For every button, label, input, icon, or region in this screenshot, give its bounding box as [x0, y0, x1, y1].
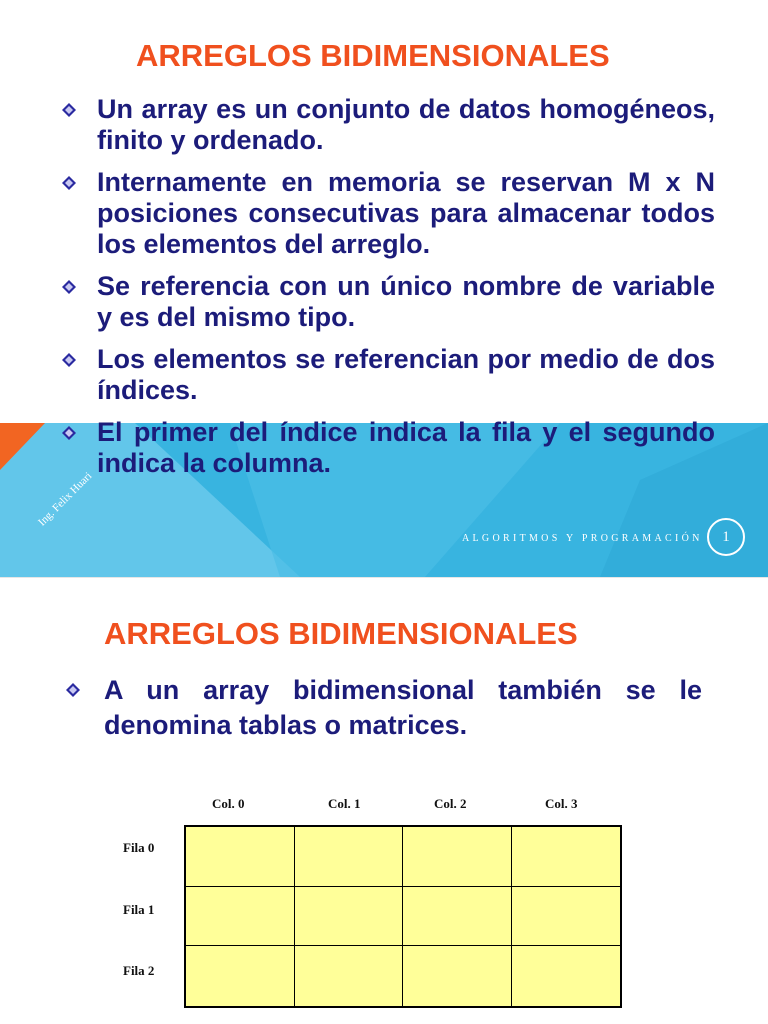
- bullet-list: [104, 673, 702, 754]
- bullet-text: Se referencia con un único nombre de variable y es del mismo tipo.: [97, 271, 715, 332]
- bullet-item: [97, 344, 715, 406]
- matrix-cell: [186, 887, 295, 947]
- matrix-cell: [295, 887, 404, 947]
- slide-2: [0, 577, 768, 1024]
- bullet-text: El primer del índice indica la fila y el segundo indica la columna.: [97, 417, 715, 478]
- matrix-cell: [295, 946, 404, 1006]
- diamond-bullet-icon: [62, 426, 76, 440]
- diamond-bullet-icon: [66, 683, 80, 697]
- slide-title: ARREGLOS BIDIMENSIONALES: [104, 616, 578, 651]
- bullet-item: [97, 167, 715, 260]
- footer-course-title: ALGORITMOS Y PROGRAMACIÓN: [462, 533, 703, 544]
- matrix-cell: [186, 946, 295, 1006]
- column-header: Col. 1: [328, 796, 361, 811]
- slide-title: ARREGLOS BIDIMENSIONALES: [136, 38, 610, 73]
- matrix-cell: [403, 946, 512, 1006]
- matrix-cell: [512, 946, 621, 1006]
- bullet-item: [97, 94, 715, 156]
- bullet-item: [97, 271, 715, 333]
- bullet-list: [97, 94, 715, 490]
- bullet-text: Internamente en memoria se reservan M x N posiciones consecutivas para almacenar todos los elementos del arreglo.: [97, 167, 715, 259]
- matrix-cell: [186, 827, 295, 887]
- row-header: Fila 0: [123, 840, 155, 855]
- row-header: Fila 2: [123, 963, 155, 978]
- matrix-cell: [295, 827, 404, 887]
- bullet-item: [104, 673, 702, 743]
- matrix-cell: [512, 887, 621, 947]
- bullet-text: A un array bidimensional también se le denomina tablas o matrices.: [104, 675, 702, 740]
- diamond-bullet-icon: [62, 176, 76, 190]
- diamond-bullet-icon: [62, 103, 76, 117]
- diamond-bullet-icon: [62, 353, 76, 367]
- column-header: Col. 2: [434, 796, 467, 811]
- bullet-item: [97, 417, 715, 479]
- column-header: Col. 0: [212, 796, 245, 811]
- column-header: Col. 3: [545, 796, 578, 811]
- matrix-cell: [403, 827, 512, 887]
- row-header: Fila 1: [123, 902, 155, 917]
- matrix-cell: [512, 827, 621, 887]
- author-label: Ing. Felix Huari: [36, 470, 95, 529]
- bullet-text: Un array es un conjunto de datos homogéneos, finito y ordenado.: [97, 94, 715, 155]
- bullet-text: Los elementos se referencian por medio de dos índices.: [97, 344, 715, 405]
- matrix-cell: [403, 887, 512, 947]
- diamond-bullet-icon: [62, 280, 76, 294]
- page-number: 1: [707, 518, 745, 556]
- matrix-table: [184, 825, 622, 1008]
